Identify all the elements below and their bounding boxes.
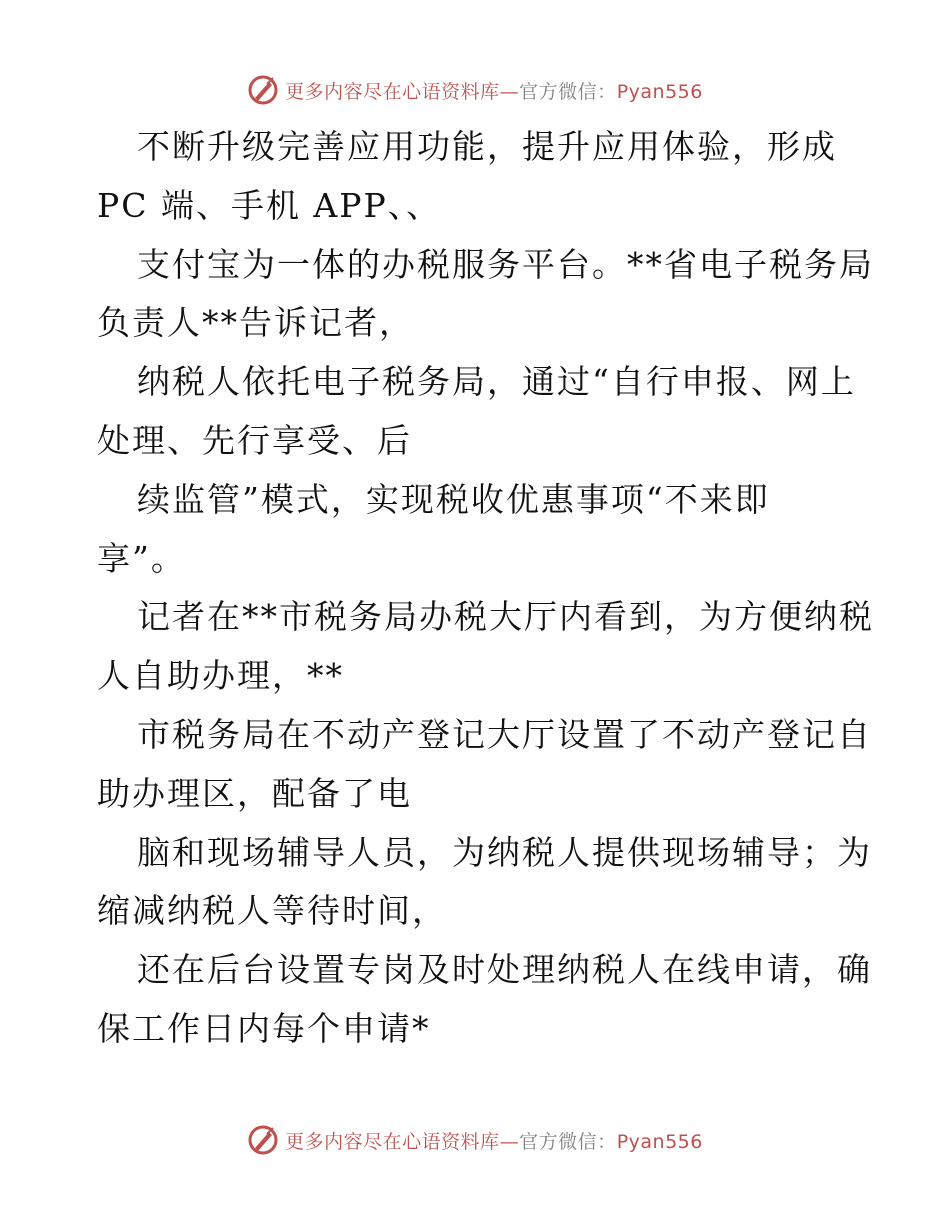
- body-line: 处理、先行享受、后: [97, 420, 412, 460]
- footer-banner: [0, 1120, 950, 1160]
- body-line: 纳税人依托电子税务局，通过“自行申报、网上: [137, 362, 856, 402]
- document-body: [97, 118, 874, 1059]
- body-line: 助办理区，配备了电: [97, 773, 412, 813]
- body-line: 负责人**告诉记者，: [97, 303, 414, 343]
- body-line: 保工作日内每个申请*: [97, 1008, 431, 1048]
- header-banner-wechat: Pyan556: [616, 80, 703, 103]
- footer-banner-dash: —: [499, 1130, 520, 1153]
- header-banner-text: [285, 77, 703, 104]
- header-banner: [0, 70, 950, 110]
- body-line: PC 端、手机 APP、、: [97, 185, 442, 225]
- footer-banner-main: 更多内容尽在心语资料库: [285, 1130, 500, 1153]
- body-line: 支付宝为一体的办税服务平台。**省电子税务局: [137, 244, 874, 284]
- body-line: 还在后台设置专岗及时处理纳税人在线申请，确: [137, 950, 872, 990]
- footer-banner-text: [285, 1127, 703, 1154]
- header-banner-dash: —: [499, 80, 520, 103]
- header-banner-main: 更多内容尽在心语资料库: [285, 80, 500, 103]
- body-line: 市税务局在不动产登记大厅设置了不动产登记自: [137, 714, 872, 754]
- body-line: 不断升级完善应用功能，提升应用体验，形成: [137, 127, 837, 166]
- footer-banner-wechat: Pyan556: [616, 1130, 703, 1153]
- quill-pen-logo-icon: [247, 1124, 279, 1156]
- body-line: 续监管”模式，实现税收优惠事项“不来即: [137, 479, 770, 519]
- quill-pen-logo-icon: [247, 74, 279, 106]
- header-banner-official: 官方微信：: [519, 80, 617, 103]
- footer-banner-official: 官方微信：: [519, 1130, 617, 1153]
- body-line: 脑和现场辅导人员，为纳税人提供现场辅导；为: [137, 832, 872, 872]
- body-line: 人自助办理，**: [97, 656, 344, 696]
- body-line: 缩减纳税人等待时间，: [97, 891, 447, 931]
- body-line: 享”。: [97, 538, 186, 578]
- body-line: 记者在**市税务局办税大厅内看到，为方便纳税: [137, 597, 874, 637]
